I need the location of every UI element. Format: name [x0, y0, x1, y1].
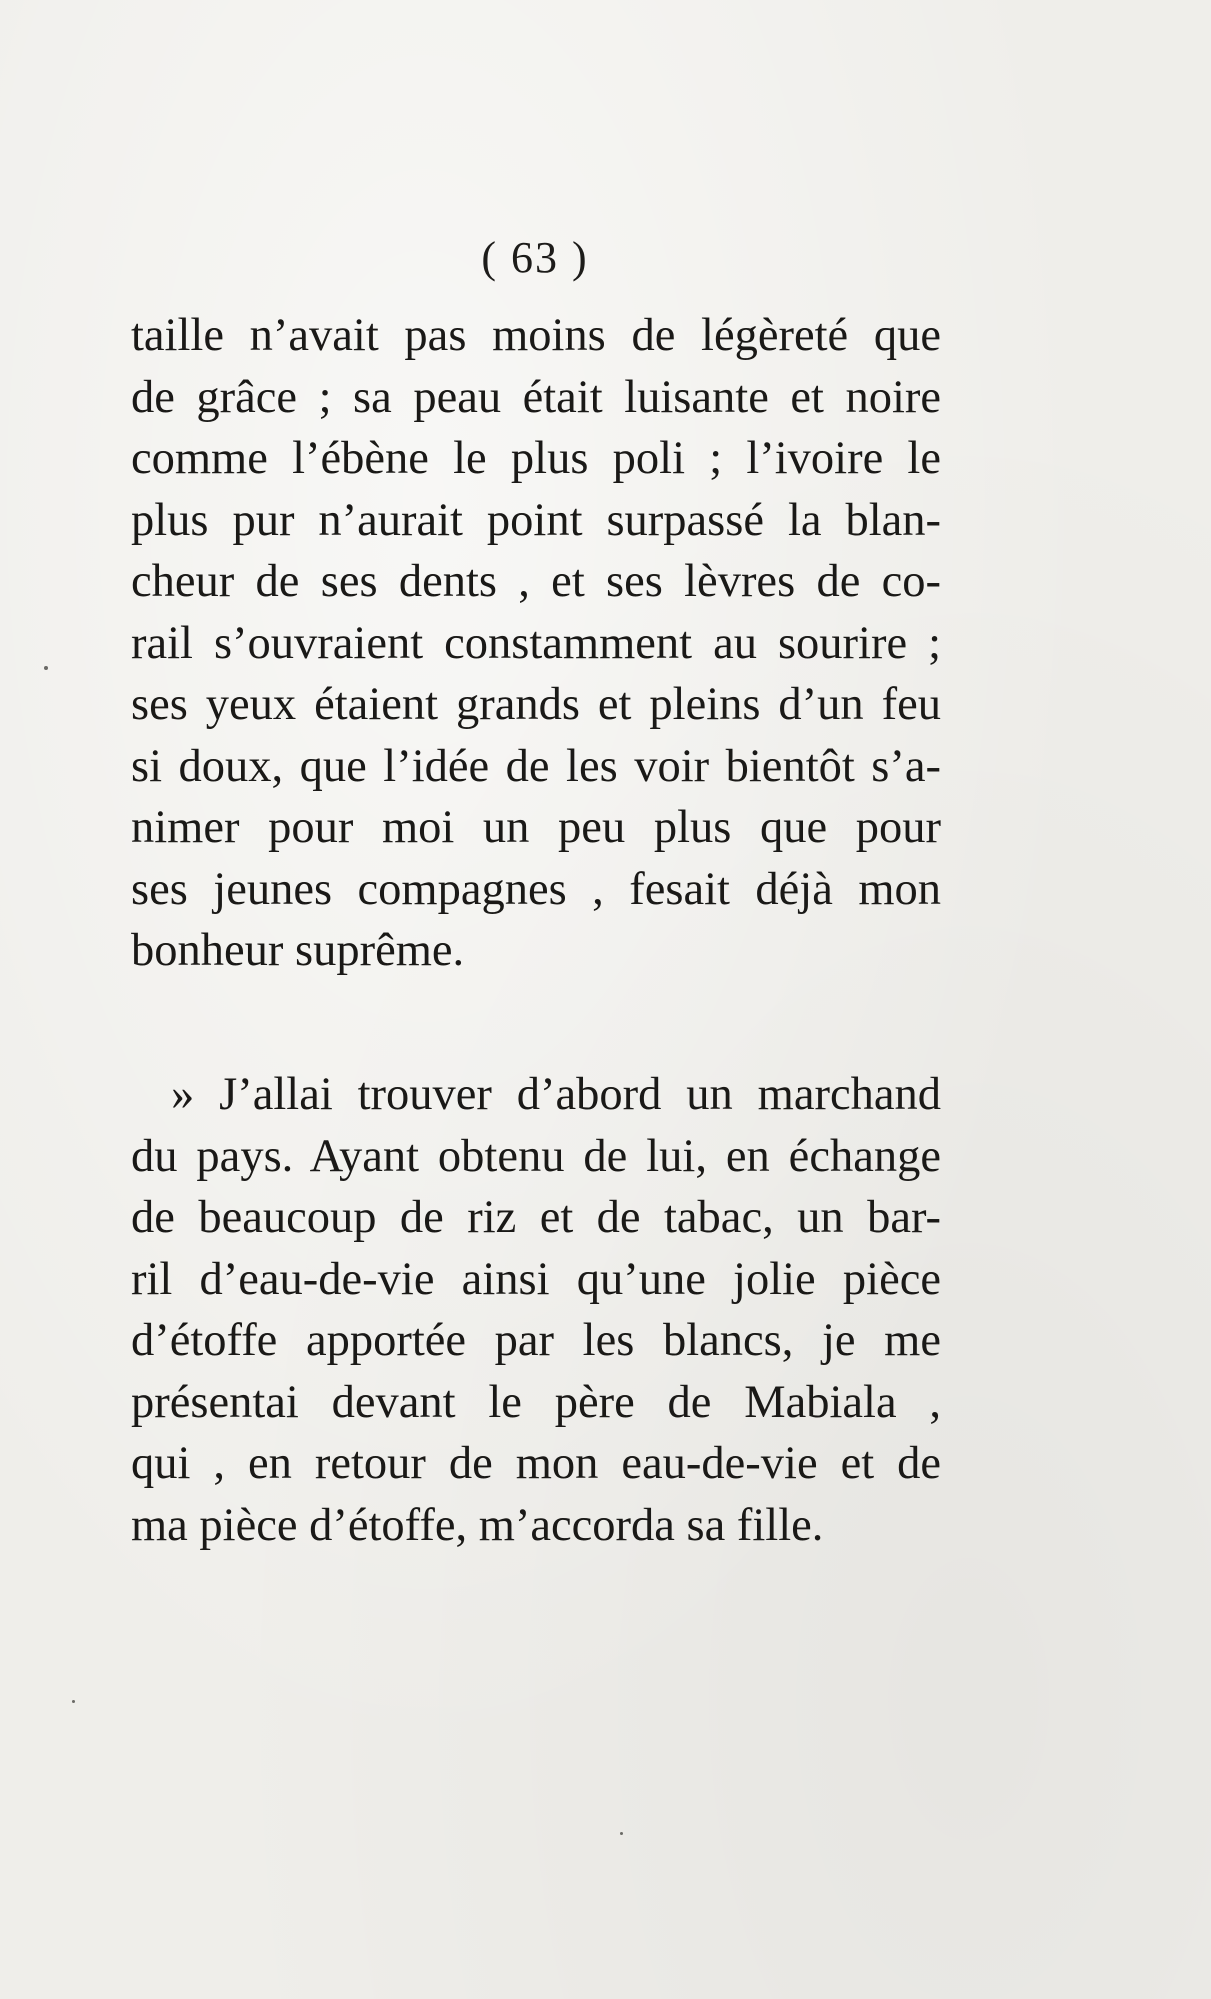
paper-speck — [620, 1832, 623, 1835]
text-line: ma pièce d’étoffe, m’accorda sa fille. — [131, 1499, 824, 1551]
text-line: rail s’ouvraient constamment au sourire ; — [131, 617, 941, 669]
text-line: bonheur suprême. — [131, 925, 465, 976]
paragraph-1 — [131, 305, 941, 982]
paper-speck — [44, 666, 48, 670]
text-line: nimer pour moi un peu plus que pour — [131, 802, 941, 853]
text-line: ses jeunes compagnes , fesait déjà mon — [131, 863, 941, 915]
text-line: du pays. Ayant obtenu de lui, en échange — [131, 1130, 941, 1182]
text-line: d’étoffe apportée par les blancs, je me — [131, 1315, 941, 1366]
page-number: ( 63 ) — [481, 233, 589, 282]
text-line: si doux, que l’idée de les voir bientôt s’a- — [131, 740, 941, 792]
paper-speck — [72, 1700, 75, 1703]
text-line: » J’allai trouver d’abord un marchand — [171, 1069, 941, 1120]
text-line: qui , en retour de mon eau-de-vie et de — [131, 1438, 941, 1489]
text-line: taille n’avait pas moins de légèreté que — [131, 310, 941, 361]
text-line: présentai devant le père de Mabiala , — [131, 1376, 941, 1428]
text-line: ril d’eau-de-vie ainsi qu’une jolie pièce — [131, 1253, 941, 1305]
text-line: comme l’ébène le plus poli ; l’ivoire le — [131, 433, 941, 484]
text-line: plus pur n’aurait point surpassé la blan- — [131, 494, 941, 546]
paragraph-2 — [131, 1064, 941, 1556]
text-line: de beaucoup de riz et de tabac, un bar- — [131, 1192, 941, 1243]
text-line: cheur de ses dents , et ses lèvres de co- — [131, 556, 941, 607]
text-line: de grâce ; sa peau était luisante et noire — [131, 371, 941, 423]
text-line: ses yeux étaient grands et pleins d’un feu — [131, 679, 941, 730]
